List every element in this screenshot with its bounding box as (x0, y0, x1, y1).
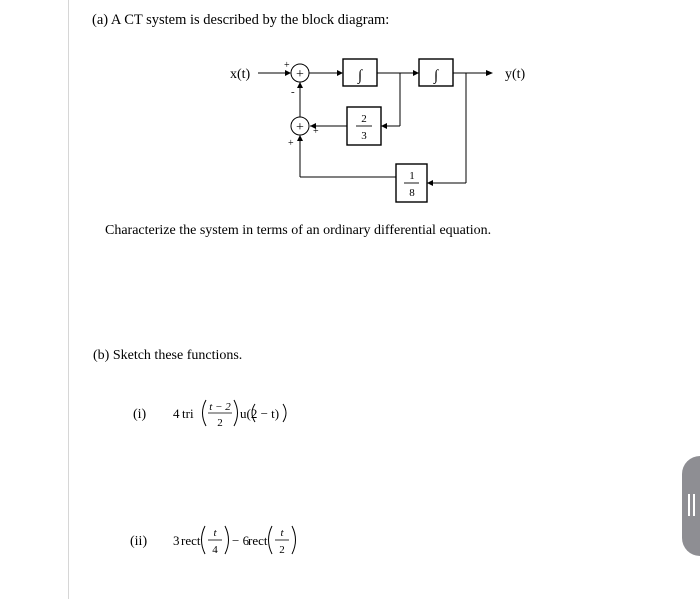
side-panel-handle[interactable] (682, 456, 700, 556)
arrow-into-sum-top-bottom (297, 82, 303, 88)
item-ii-func1: rect (181, 533, 201, 548)
gain-bottom-numerator: 1 (409, 170, 415, 182)
handle-grip-icon (688, 494, 690, 516)
output-label: y(t) (505, 67, 526, 82)
item-i-func: tri (182, 406, 194, 421)
sum-bottom-right-plus: + (313, 126, 319, 137)
gain-top-denominator: 3 (361, 130, 367, 142)
handle-grip-icon (693, 494, 695, 516)
gain-top-numerator: 2 (361, 113, 367, 125)
item-ii-frac1-den: 4 (212, 544, 218, 556)
paren-ii1-right (225, 526, 229, 554)
sum-top-input-plus: + (284, 60, 290, 71)
sum-bottom-center-plus: + (296, 120, 304, 135)
integral-icon: ∫ (357, 68, 363, 84)
input-label: x(t) (230, 67, 251, 82)
sum-bottom-below-plus: + (288, 138, 294, 149)
item-ii-frac1-num: t (213, 527, 217, 539)
integral-icon: ∫ (433, 68, 439, 84)
item-i-frac-den: 2 (217, 417, 223, 429)
item-i-label: (i) (133, 407, 147, 422)
item-ii-frac2-den: 2 (279, 544, 285, 556)
gain-bottom-denominator: 8 (409, 187, 415, 199)
item-ii-coef1: 3 (173, 533, 180, 548)
paren-u-right (283, 404, 286, 422)
item-ii-op: − 6 (232, 533, 250, 548)
arrow-into-integrator1 (337, 70, 343, 76)
item-i-frac-num: t − 2 (209, 401, 231, 413)
paren-ii2-left (269, 526, 273, 554)
part-b-prompt: (b) Sketch these functions. (93, 348, 243, 363)
arrow-output (486, 70, 493, 76)
sum-top-center-plus: + (296, 67, 304, 82)
item-i-tail: u(2 − t) (240, 406, 280, 421)
item-ii-func2: rect (248, 533, 268, 548)
item-ii-label: (ii) (130, 534, 148, 549)
part-a-prompt: (a) A CT system is described by the block diagram: (92, 12, 390, 28)
paren-i-left (203, 400, 207, 426)
part-a-question: Characterize the system in terms of an ordinary differential equation. (105, 223, 492, 238)
paren-ii2-right (292, 526, 296, 554)
arrow-into-gain-bottom (427, 180, 433, 186)
sum-top-minus: - (291, 86, 295, 98)
arrow-into-gain-top (381, 123, 387, 129)
item-i-coef: 4 (173, 406, 180, 421)
arrow-into-sum-bottom-below (297, 135, 303, 141)
paren-i-right (234, 400, 238, 426)
paren-ii1-left (202, 526, 206, 554)
item-ii-frac2-num: t (280, 527, 284, 539)
arrow-into-integrator2 (413, 70, 419, 76)
